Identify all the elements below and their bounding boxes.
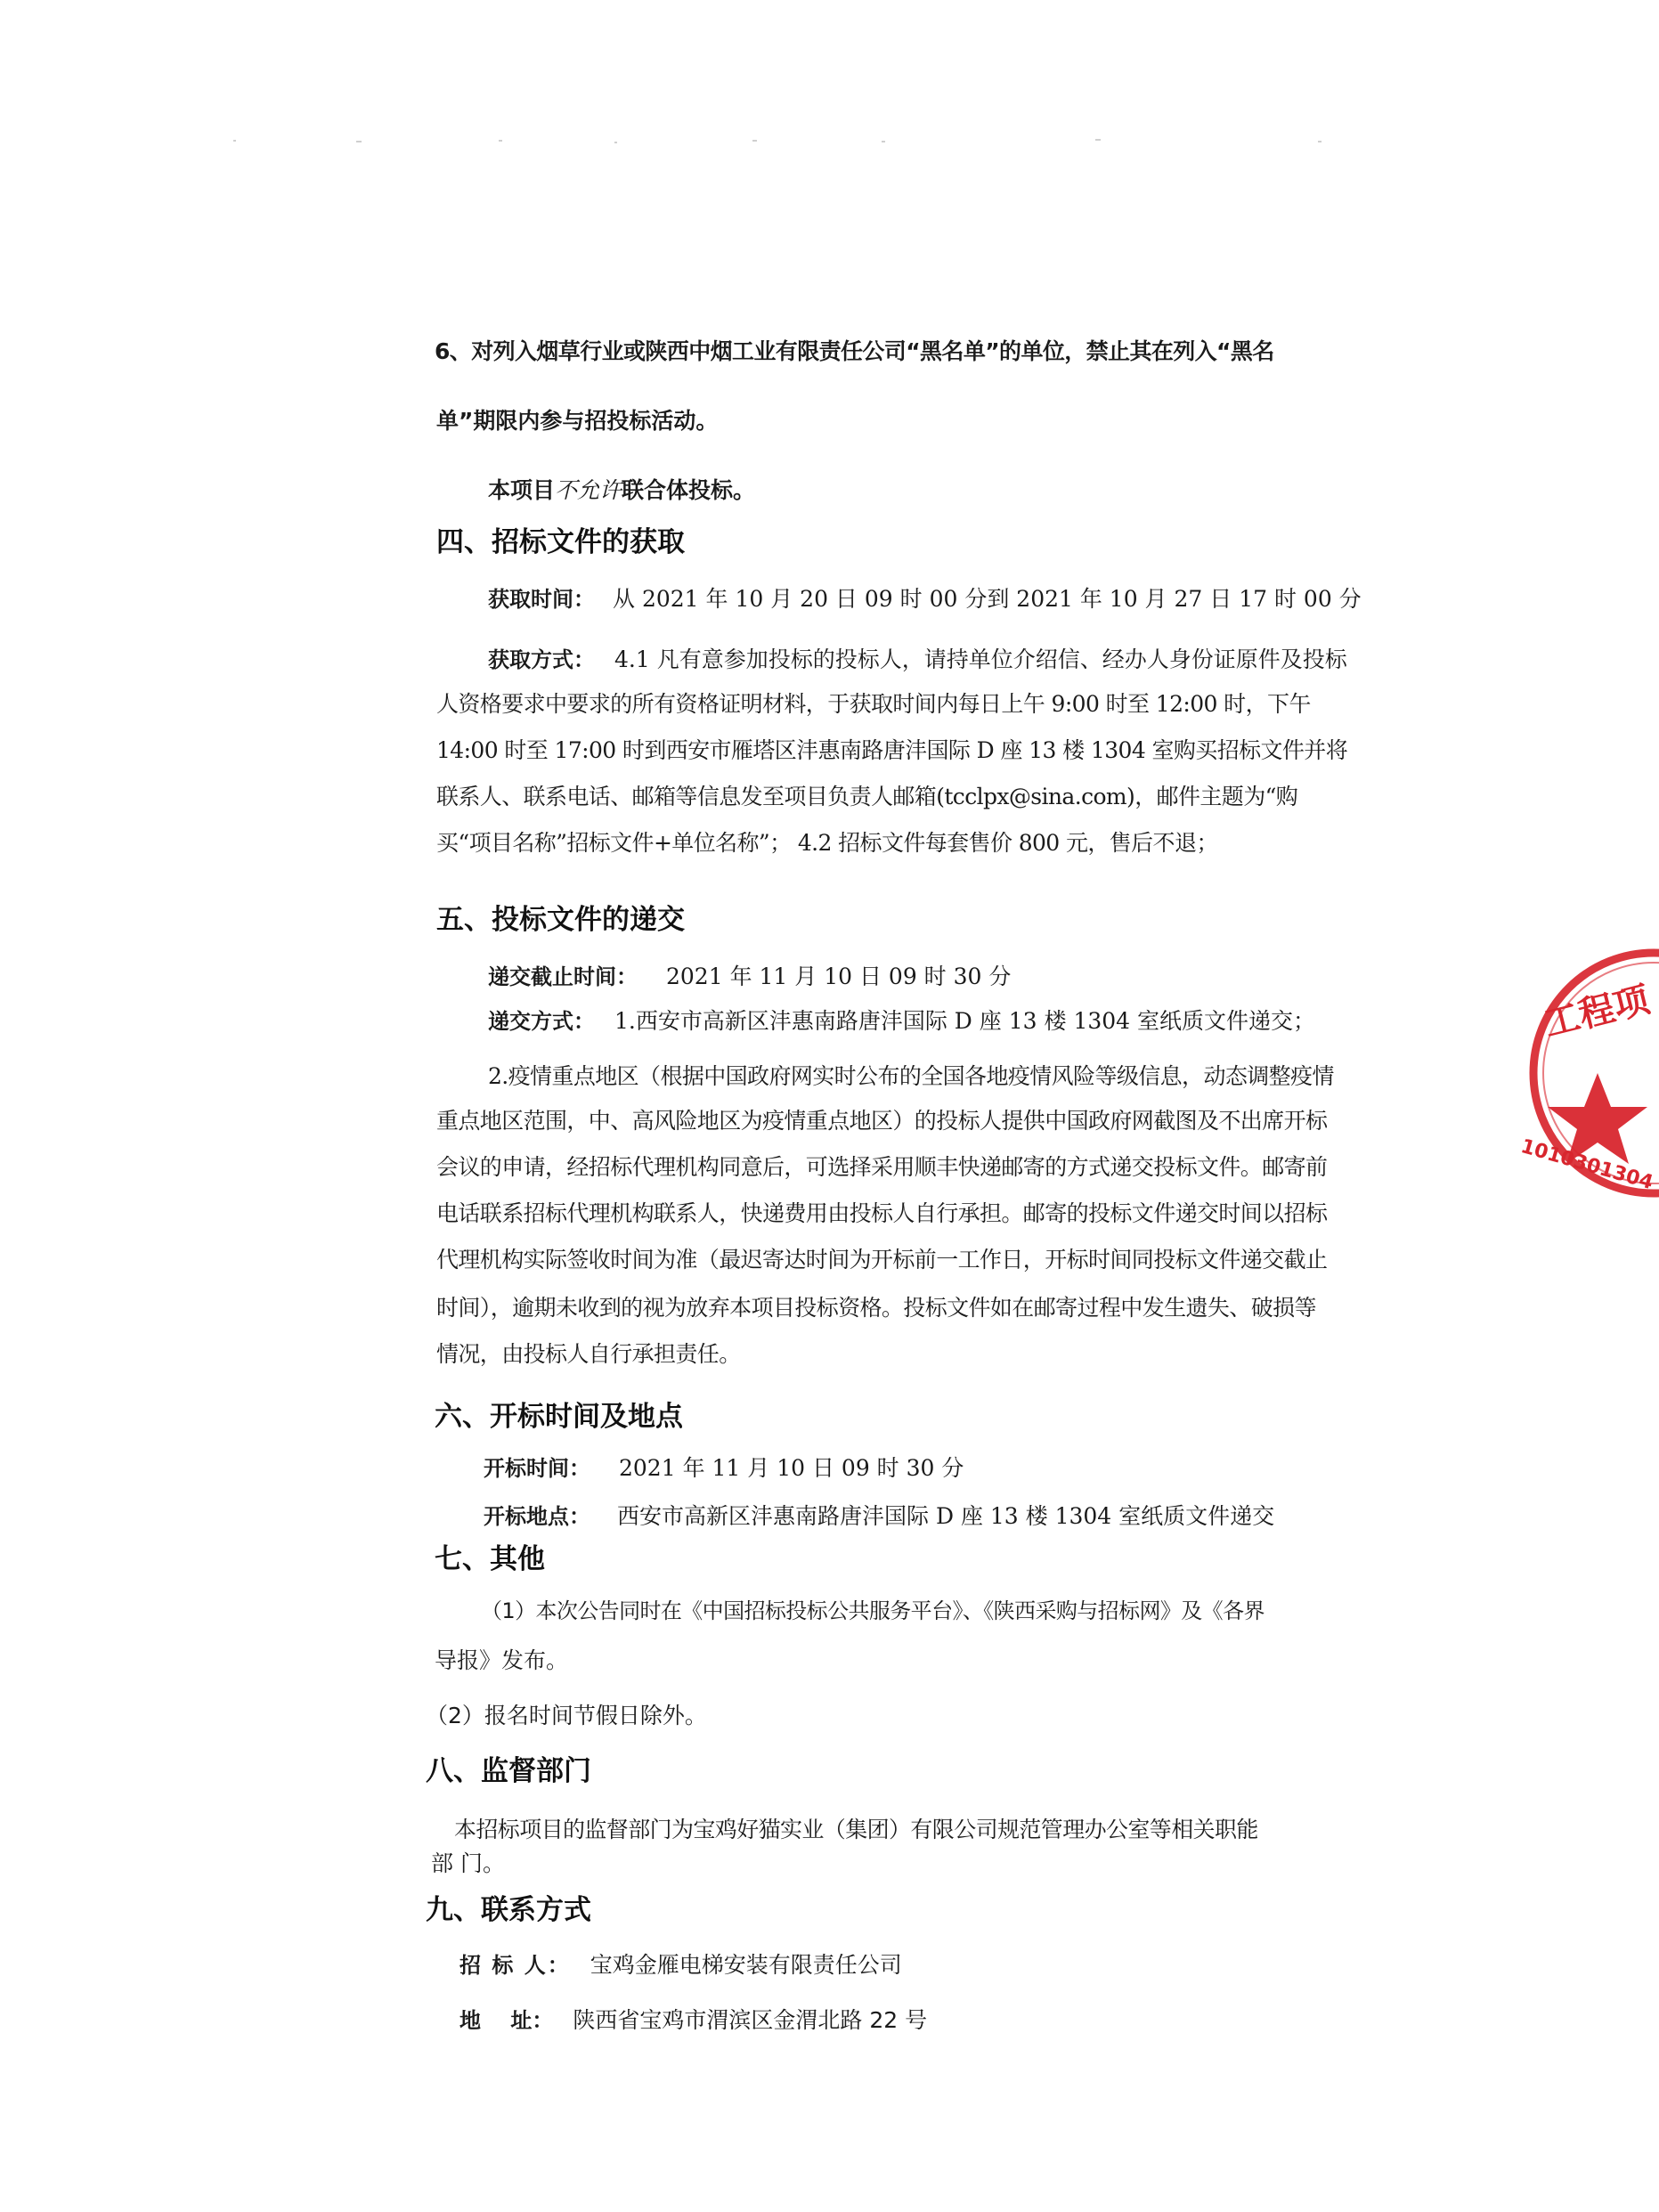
scan-speck (882, 141, 885, 142)
s5-deadline-row (488, 960, 1011, 994)
s5-method-row (488, 1004, 1315, 1038)
s5-method-label: 递交方式： (488, 1009, 595, 1034)
s4-method-line-4: 联系人、联系电话、邮箱等信息发至项目负责人邮箱(tcclpx@sina.com)，邮件主题为“购 (436, 784, 1298, 809)
consortium-pre: 本项目 (488, 477, 556, 503)
s8-line-1: 本招标项目的监督部门为宝鸡好猫实业（集团）有限公司规范管理办公室等相关职能 (454, 1817, 1258, 1842)
s9-address-row (459, 2004, 927, 2037)
scan-speck (752, 140, 757, 142)
s4-method-label: 获取方式： (488, 647, 595, 672)
s6-time-row (484, 1452, 964, 1485)
scan-speck (614, 142, 617, 143)
s6-time-value: 2021 年 11 月 10 日 09 时 30 分 (619, 1455, 964, 1481)
consortium-emphasis: 不允许 (555, 477, 622, 503)
section-8-title: 八、监督部门 (426, 1755, 591, 1787)
s9-address-label: 地 址： (459, 2008, 554, 2033)
scan-speck (1318, 141, 1322, 142)
s5-p2-line-5: 代理机构实际签收时间为准（最迟寄达时间为开标前一工作日，开标时间同投标文件递交截止 (436, 1247, 1328, 1273)
s5-deadline-value: 2021 年 11 月 10 日 09 时 30 分 (666, 964, 1012, 989)
s9-tenderer-row (459, 1948, 902, 1982)
section-7-title: 七、其他 (435, 1543, 545, 1575)
s4-time-row (488, 582, 1362, 616)
seal-arc-text: 工程项 (1540, 978, 1654, 1045)
clause-6-line-1: 6、对列入烟草行业或陕西中烟工业有限责任公司“黑名单”的单位，禁止其在列入“黑名 (435, 338, 1274, 364)
s6-place-value: 西安市高新区沣惠南路唐沣国际 D 座 13 楼 1304 室纸质文件递交 (617, 1503, 1275, 1529)
s5-p2-line-3: 会议的申请，经招标代理机构同意后，可选择采用顺丰快递邮寄的方式递交投标文件。邮寄前 (436, 1154, 1328, 1180)
s4-time-label: 获取时间： (488, 587, 595, 612)
s4-method-line-3: 14:00 时至 17:00 时到西安市雁塔区沣惠南路唐沣国际 D 座 13 楼 1304 室购买招标文件并将 (436, 737, 1348, 763)
s7-item-1-line-2: 导报》发布。 (435, 1647, 569, 1673)
s7-item-1-line-1: （1）本次公告同时在《中国招标投标公共服务平台》、《陕西采购与招标网》及《各界 (481, 1598, 1265, 1623)
s5-p2-line-4: 电话联系招标代理机构联系人，快递费用由投标人自行承担。邮寄的投标文件递交时间以招标 (436, 1200, 1328, 1226)
s5-p2-line-7: 情况，由投标人自行承担责任。 (436, 1341, 741, 1367)
s6-time-label: 开标时间： (484, 1456, 590, 1481)
s6-place-label: 开标地点： (484, 1504, 590, 1529)
s7-item-2: （2）报名时间节假日除外。 (426, 1703, 707, 1728)
s4-method-line-1: 4.1 凡有意参加投标的投标人，请持单位介绍信、经办人身份证原件及投标 (614, 647, 1347, 672)
consortium-post: 联合体投标。 (622, 477, 756, 503)
s4-method-line-2: 人资格要求中要求的所有资格证明材料，于获取时间内每日上午 9:00 时至 12:00 时，下午 (436, 691, 1311, 717)
scan-speck (356, 141, 362, 142)
section-6-title: 六、开标时间及地点 (435, 1401, 683, 1433)
scan-speck (499, 140, 502, 142)
scan-speck (233, 140, 236, 142)
company-seal (1498, 935, 1659, 1202)
section-4-title: 四、招标文件的获取 (436, 526, 685, 558)
s4-method-row (488, 643, 1347, 677)
clause-6-line-2: 单”期限内参与招投标活动。 (436, 408, 719, 434)
s5-p2-line-1: 2.疫情重点地区（根据中国政府网实时公布的全国各地疫情风险等级信息，动态调整疫情 (488, 1063, 1334, 1089)
s6-place-row (484, 1500, 1274, 1533)
section-9-title: 九、联系方式 (426, 1894, 591, 1926)
section-5-title: 五、投标文件的递交 (436, 904, 685, 936)
s9-tenderer-label: 招 标 人： (459, 1953, 571, 1978)
s8-line-2: 部 门。 (431, 1850, 505, 1876)
s5-p2-line-2: 重点地区范围，中、高风险地区为疫情重点地区）的投标人提供中国政府网截图及不出席开标 (436, 1108, 1328, 1134)
s5-deadline-label: 递交截止时间： (488, 964, 638, 989)
s5-method-value: 1.西安市高新区沣惠南路唐沣国际 D 座 13 楼 1304 室纸质文件递交； (614, 1008, 1316, 1034)
s4-time-value: 从 2021 年 10 月 20 日 09 时 00 分到 2021 年 10 月 27 日 17 时 00 分 (613, 586, 1362, 612)
s5-p2-line-6: 时间），逾期未收到的视为放弃本项目投标资格。投标文件如在邮寄过程中发生遗失、破损等 (436, 1295, 1316, 1321)
s9-tenderer-value: 宝鸡金雁电梯安装有限责任公司 (590, 1952, 902, 1978)
seal-graphic (1498, 935, 1659, 1202)
consortium-note (488, 474, 755, 508)
s9-address-value: 陕西省宝鸡市渭滨区金渭北路 22 号 (573, 2007, 928, 2033)
scan-speck (1095, 139, 1101, 141)
s4-method-line-5: 买“项目名称”招标文件+单位名称”； 4.2 招标文件每套售价 800 元，售后不退； (436, 830, 1218, 856)
seal-code: 1010301304 (1517, 1134, 1656, 1195)
